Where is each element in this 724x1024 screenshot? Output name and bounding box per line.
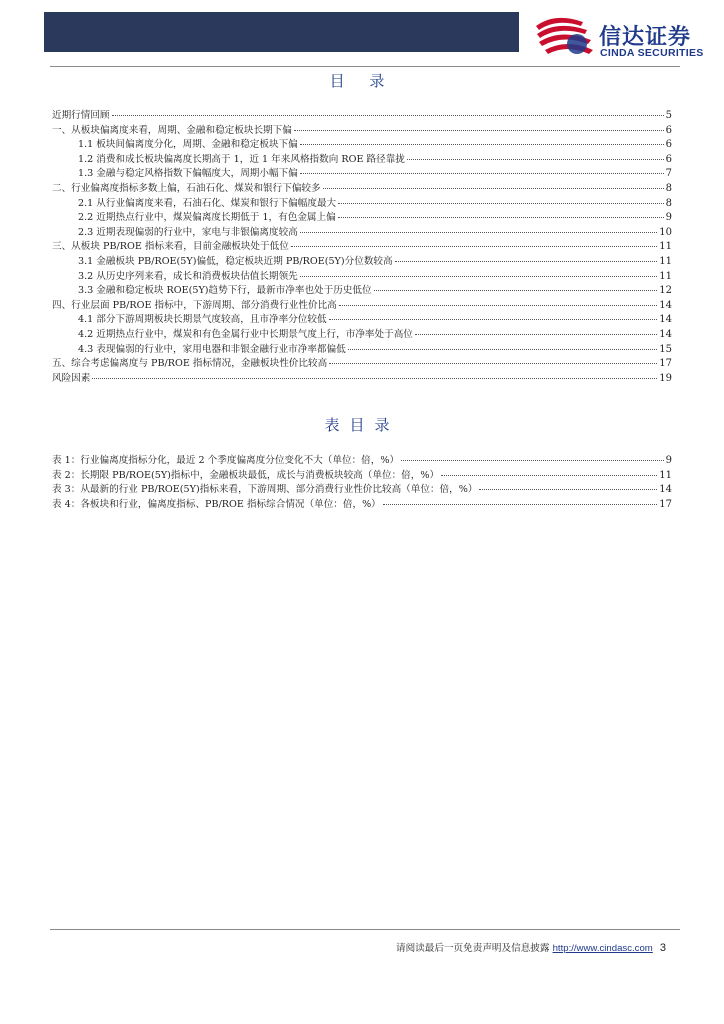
toc-entry[interactable] <box>52 151 672 166</box>
dot-leader <box>383 504 657 505</box>
toc-entry-title: 3.2 从历史序列来看，成长和消费板块估值长期领先 <box>78 270 298 282</box>
toc-entry-title: 四、行业层面 PB/ROE 指标中，下游周期、部分消费行业性价比高 <box>52 299 337 311</box>
table-toc-entry-page: 11 <box>659 469 672 481</box>
toc-entry-title: 2.1 从行业偏离度来看，石油石化、煤炭和银行下偏幅度最大 <box>78 197 337 209</box>
toc-entry-title: 1.2 消费和成长板块偏离度长期高于 1，近 1 年来风格指数向 ROE 路径靠拢 <box>78 153 405 165</box>
table-list <box>52 452 672 510</box>
toc-entry[interactable] <box>52 253 672 268</box>
toc-entry-page: 15 <box>659 343 672 355</box>
dot-leader <box>323 188 664 189</box>
dot-leader <box>300 232 657 233</box>
dot-leader <box>348 349 658 350</box>
toc-entry[interactable] <box>52 268 672 283</box>
table-toc-entry[interactable] <box>52 452 672 467</box>
toc-entry-page: 12 <box>659 285 672 297</box>
toc-entry[interactable] <box>52 107 672 122</box>
dot-leader <box>329 319 658 320</box>
dot-leader <box>300 144 664 145</box>
dot-leader <box>300 173 664 174</box>
table-toc-entry-title: 表 1：行业偏离度指标分化，最近 2 个季度偏离度分位变化不大（单位：倍，%） <box>52 455 400 466</box>
table-toc-entry-title: 表 4：各板块和行业，偏离度指标、PB/ROE 指标综合情况（单位：倍，%） <box>52 498 381 510</box>
toc-entry-page: 14 <box>659 299 672 311</box>
table-of-contents <box>52 107 672 384</box>
footer-divider <box>50 929 680 930</box>
toc-entry-title: 1.1 板块间偏离度分化，周期、金融和稳定板块下偏 <box>78 139 298 151</box>
toc-entry-page: 11 <box>659 255 672 267</box>
toc-entry-page: 14 <box>659 314 672 326</box>
toc-entry-title: 3.3 金融和稳定板块 ROE(5Y)趋势下行，最新市净率也处于历史低位 <box>78 285 372 297</box>
toc-entry-title: 2.2 近期热点行业中，煤炭偏离度长期低于 1，有色金属上偏 <box>78 212 336 224</box>
toc-entry-page: 17 <box>659 358 672 370</box>
header-divider <box>50 66 680 67</box>
toc-entry-title: 二、行业偏离度指标多数上偏，石油石化、煤炭和银行下偏较多 <box>52 182 321 194</box>
toc-entry-page: 14 <box>659 328 672 340</box>
toc-entry-page: 11 <box>659 270 672 282</box>
toc-entry-title: 4.2 近期热点行业中，煤炭和有色金属行业中长期景气度上行，市净率处于高位 <box>78 328 413 340</box>
company-logo <box>533 14 713 58</box>
toc-entry[interactable] <box>52 195 672 210</box>
dot-leader <box>374 290 658 291</box>
table-toc-entry[interactable] <box>52 481 672 496</box>
table-toc-entry-page: 14 <box>659 484 672 496</box>
toc-entry-title: 三、从板块 PB/ROE 指标来看，目前金融板块处于低位 <box>52 241 289 253</box>
toc-entry[interactable] <box>52 180 672 195</box>
table-toc-entry[interactable] <box>52 467 672 482</box>
footer <box>396 940 666 954</box>
header-bar <box>44 12 519 52</box>
toc-entry-title: 五、综合考虑偏离度与 PB/ROE 指标情况，金融板块性价比较高 <box>52 358 328 370</box>
logo-chinese-name: 信达证券 <box>599 25 692 50</box>
footer-disclaimer: 请阅读最后一页免责声明及信息披露 <box>396 943 550 954</box>
toc-entry[interactable] <box>52 224 672 239</box>
toc-entry[interactable] <box>52 136 672 151</box>
dot-leader <box>291 246 657 247</box>
dot-leader <box>300 276 657 277</box>
toc-entry-page: 11 <box>659 241 672 253</box>
toc-entry[interactable] <box>52 297 672 312</box>
dot-leader <box>479 489 657 490</box>
toc-entry-page: 8 <box>665 197 672 209</box>
toc-entry-page: 7 <box>665 168 672 180</box>
toc-entry-title: 一、从板块偏离度来看，周期、金融和稳定板块长期下偏 <box>52 124 292 136</box>
logo-english-name: CINDA SECURITIES <box>600 47 704 59</box>
toc-entry[interactable] <box>52 209 672 224</box>
toc-title: 目 录 <box>329 72 395 90</box>
table-toc-entry-page: 9 <box>665 455 672 466</box>
toc-entry-page: 5 <box>665 110 672 121</box>
table-toc-entry-title: 表 3：从最新的行业 PB/ROE(5Y)指标来看，下游周期、部分消费行业性价比较高（单位：倍，%） <box>52 484 478 496</box>
toc-entry[interactable] <box>52 311 672 326</box>
toc-entry-page: 8 <box>665 182 672 194</box>
dot-leader <box>112 115 664 116</box>
toc-entry[interactable] <box>52 122 672 137</box>
toc-entry-page: 10 <box>659 226 672 238</box>
dot-leader <box>407 159 664 160</box>
toc-entry-title: 4.3 表现偏弱的行业中，家用电器和非银金融行业市净率都偏低 <box>78 343 346 355</box>
toc-entry[interactable] <box>52 341 672 356</box>
table-toc-entry-title: 表 2：长期限 PB/ROE(5Y)指标中，金融板块最低，成长与消费板块较高（单位：倍，%） <box>52 469 440 481</box>
page-number: 3 <box>659 942 666 954</box>
table-toc-entry[interactable] <box>52 496 672 511</box>
dot-leader <box>338 203 663 204</box>
toc-entry[interactable] <box>52 370 672 385</box>
dot-leader <box>294 130 664 131</box>
dot-leader <box>441 475 657 476</box>
toc-entry-title: 4.1 部分下游周期板块长期景气度较高，且市净率分位较低 <box>78 314 327 326</box>
toc-entry-title: 近期行情回顾 <box>52 110 110 121</box>
dot-leader <box>329 363 657 364</box>
toc-entry-page: 6 <box>665 124 672 136</box>
toc-entry-page: 6 <box>665 139 672 151</box>
toc-entry-title: 风险因素 <box>52 372 91 384</box>
toc-entry[interactable] <box>52 282 672 297</box>
dot-leader <box>339 305 657 306</box>
toc-entry[interactable] <box>52 238 672 253</box>
dot-leader <box>92 378 657 379</box>
footer-website-link[interactable]: http://www.cindasc.com <box>552 943 653 954</box>
toc-entry-title: 2.3 近期表现偏弱的行业中，家电与非银偏离度较高 <box>78 226 298 238</box>
dot-leader <box>415 334 657 335</box>
toc-entry[interactable] <box>52 165 672 180</box>
toc-entry-title: 1.3 金融与稳定风格指数下偏幅度大，周期小幅下偏 <box>78 168 298 180</box>
toc-entry-page: 19 <box>659 372 672 384</box>
toc-entry[interactable] <box>52 326 672 341</box>
toc-entry-title: 3.1 金融板块 PB/ROE(5Y)偏低，稳定板块近期 PB/ROE(5Y)分位数较高 <box>78 255 393 267</box>
dot-leader <box>395 261 658 262</box>
dot-leader <box>401 460 664 461</box>
toc-entry[interactable] <box>52 355 672 370</box>
toc-entry-page: 9 <box>665 212 672 224</box>
table-toc-entry-page: 17 <box>659 498 672 510</box>
dot-leader <box>338 217 664 218</box>
cinda-logo-icon <box>533 14 595 56</box>
toc-entry-page: 6 <box>665 153 672 165</box>
table-toc-title: 表目录 <box>324 416 400 434</box>
